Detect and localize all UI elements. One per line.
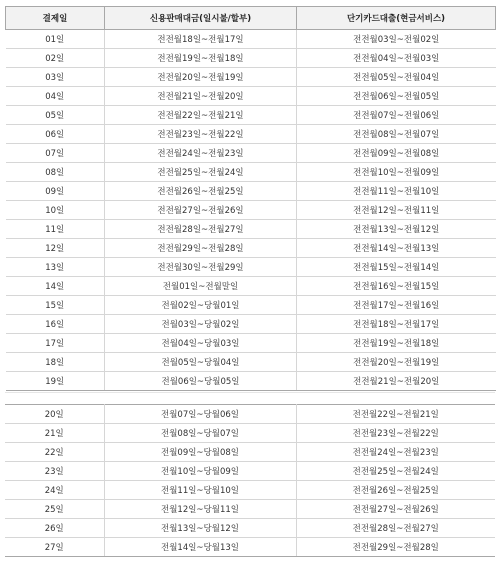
payment-day-cell: 26일 <box>5 519 104 538</box>
header-credit-sales: 신용판매대금(일시불/할부) <box>105 7 297 30</box>
table-row <box>6 182 496 201</box>
payment-day-cell: 20일 <box>5 405 104 424</box>
table-row <box>6 68 496 87</box>
payment-day-cell: 09일 <box>6 182 105 201</box>
payment-day-cell: 01일 <box>6 30 105 49</box>
credit-sales-period-cell: 전전월20일~전월19일 <box>105 68 297 87</box>
table-row <box>6 125 496 144</box>
table-row <box>6 163 496 182</box>
credit-sales-period-cell: 전월07일~당월06일 <box>104 405 296 424</box>
payment-day-cell: 06일 <box>6 125 105 144</box>
payment-day-cell: 27일 <box>5 538 104 557</box>
credit-sales-period-cell: 전월08일~당월07일 <box>104 424 296 443</box>
payment-day-cell: 19일 <box>6 372 105 391</box>
table-row <box>6 334 496 353</box>
table-separator <box>5 392 495 393</box>
short-term-loan-period-cell: 전전월12일~전월11일 <box>297 201 496 220</box>
short-term-loan-period-cell: 전전월04일~전월03일 <box>297 49 496 68</box>
table-row <box>5 538 495 557</box>
payment-day-cell: 18일 <box>6 353 105 372</box>
table-row <box>5 405 495 424</box>
payment-day-cell: 11일 <box>6 220 105 239</box>
short-term-loan-period-cell: 전전월16일~전월15일 <box>297 277 496 296</box>
short-term-loan-period-cell: 전전월17일~전월16일 <box>297 296 496 315</box>
credit-sales-period-cell: 전월10일~당월09일 <box>104 462 296 481</box>
credit-sales-period-cell: 전전월23일~전월22일 <box>105 125 297 144</box>
short-term-loan-period-cell: 전전월21일~전월20일 <box>297 372 496 391</box>
short-term-loan-period-cell: 전전월19일~전월18일 <box>297 334 496 353</box>
short-term-loan-period-cell: 전전월07일~전월06일 <box>297 106 496 125</box>
payment-day-cell: 02일 <box>6 49 105 68</box>
credit-sales-period-cell: 전월06일~당월05일 <box>105 372 297 391</box>
short-term-loan-period-cell: 전전월23일~전월22일 <box>296 424 495 443</box>
credit-sales-period-cell: 전전월25일~전월24일 <box>105 163 297 182</box>
credit-sales-period-cell: 전월01일~전월말일 <box>105 277 297 296</box>
credit-sales-period-cell: 전월04일~당월03일 <box>105 334 297 353</box>
short-term-loan-period-cell: 전전월24일~전월23일 <box>296 443 495 462</box>
short-term-loan-period-cell: 전전월26일~전월25일 <box>296 481 495 500</box>
short-term-loan-period-cell: 전전월15일~전월14일 <box>297 258 496 277</box>
credit-sales-period-cell: 전월05일~당월04일 <box>105 353 297 372</box>
short-term-loan-period-cell: 전전월29일~전월28일 <box>296 538 495 557</box>
table-row <box>5 481 495 500</box>
credit-sales-period-cell: 전전월29일~전월28일 <box>105 239 297 258</box>
short-term-loan-period-cell: 전전월25일~전월24일 <box>296 462 495 481</box>
table-row <box>5 443 495 462</box>
table-1-body <box>6 30 496 391</box>
credit-sales-period-cell: 전월02일~당월01일 <box>105 296 297 315</box>
payment-day-cell: 15일 <box>6 296 105 315</box>
payment-day-cell: 24일 <box>5 481 104 500</box>
table-row <box>5 500 495 519</box>
credit-sales-period-cell: 전월13일~당월12일 <box>104 519 296 538</box>
short-term-loan-period-cell: 전전월20일~전월19일 <box>297 353 496 372</box>
short-term-loan-period-cell: 전전월06일~전월05일 <box>297 87 496 106</box>
table-row <box>6 201 496 220</box>
short-term-loan-period-cell: 전전월09일~전월08일 <box>297 144 496 163</box>
header-short-term-loan: 단기카드대출(현금서비스) <box>297 7 496 30</box>
credit-sales-period-cell: 전전월24일~전월23일 <box>105 144 297 163</box>
table-row <box>6 296 496 315</box>
payment-day-cell: 16일 <box>6 315 105 334</box>
table-row <box>6 49 496 68</box>
payment-day-cell: 07일 <box>6 144 105 163</box>
credit-sales-period-cell: 전전월22일~전월21일 <box>105 106 297 125</box>
short-term-loan-period-cell: 전전월27일~전월26일 <box>296 500 495 519</box>
payment-day-cell: 17일 <box>6 334 105 353</box>
table-row <box>6 106 496 125</box>
table-header-row <box>6 7 496 30</box>
credit-sales-period-cell: 전월12일~당월11일 <box>104 500 296 519</box>
table-row <box>5 424 495 443</box>
credit-sales-period-cell: 전전월27일~전월26일 <box>105 201 297 220</box>
table-row <box>5 462 495 481</box>
billing-period-table-2 <box>5 404 495 557</box>
payment-day-cell: 10일 <box>6 201 105 220</box>
short-term-loan-period-cell: 전전월03일~전월02일 <box>297 30 496 49</box>
short-term-loan-period-cell: 전전월18일~전월17일 <box>297 315 496 334</box>
table-row <box>6 144 496 163</box>
table-row <box>6 30 496 49</box>
table-row <box>6 87 496 106</box>
short-term-loan-period-cell: 전전월08일~전월07일 <box>297 125 496 144</box>
table-row <box>6 277 496 296</box>
table-row <box>6 258 496 277</box>
table-row <box>6 353 496 372</box>
short-term-loan-period-cell: 전전월14일~전월13일 <box>297 239 496 258</box>
short-term-loan-period-cell: 전전월05일~전월04일 <box>297 68 496 87</box>
short-term-loan-period-cell: 전전월11일~전월10일 <box>297 182 496 201</box>
table-row <box>6 372 496 391</box>
billing-period-table-1 <box>5 6 496 391</box>
table-row <box>6 315 496 334</box>
credit-sales-period-cell: 전전월30일~전월29일 <box>105 258 297 277</box>
payment-day-cell: 23일 <box>5 462 104 481</box>
payment-day-cell: 05일 <box>6 106 105 125</box>
payment-day-cell: 14일 <box>6 277 105 296</box>
credit-sales-period-cell: 전월14일~당월13일 <box>104 538 296 557</box>
credit-sales-period-cell: 전전월21일~전월20일 <box>105 87 297 106</box>
table-row <box>6 220 496 239</box>
payment-day-cell: 04일 <box>6 87 105 106</box>
payment-day-cell: 13일 <box>6 258 105 277</box>
short-term-loan-period-cell: 전전월22일~전월21일 <box>296 405 495 424</box>
table-row <box>6 239 496 258</box>
credit-sales-period-cell: 전전월26일~전월25일 <box>105 182 297 201</box>
payment-day-cell: 12일 <box>6 239 105 258</box>
payment-day-cell: 03일 <box>6 68 105 87</box>
payment-day-cell: 25일 <box>5 500 104 519</box>
credit-sales-period-cell: 전월03일~당월02일 <box>105 315 297 334</box>
short-term-loan-period-cell: 전전월13일~전월12일 <box>297 220 496 239</box>
table-row <box>5 519 495 538</box>
credit-sales-period-cell: 전월09일~당월08일 <box>104 443 296 462</box>
header-payment-day: 결제일 <box>6 7 105 30</box>
table-2-body <box>5 405 495 557</box>
payment-day-cell: 21일 <box>5 424 104 443</box>
short-term-loan-period-cell: 전전월10일~전월09일 <box>297 163 496 182</box>
credit-sales-period-cell: 전월11일~당월10일 <box>104 481 296 500</box>
payment-day-cell: 22일 <box>5 443 104 462</box>
credit-sales-period-cell: 전전월19일~전월18일 <box>105 49 297 68</box>
short-term-loan-period-cell: 전전월28일~전월27일 <box>296 519 495 538</box>
credit-sales-period-cell: 전전월28일~전월27일 <box>105 220 297 239</box>
payment-day-cell: 08일 <box>6 163 105 182</box>
credit-sales-period-cell: 전전월18일~전월17일 <box>105 30 297 49</box>
